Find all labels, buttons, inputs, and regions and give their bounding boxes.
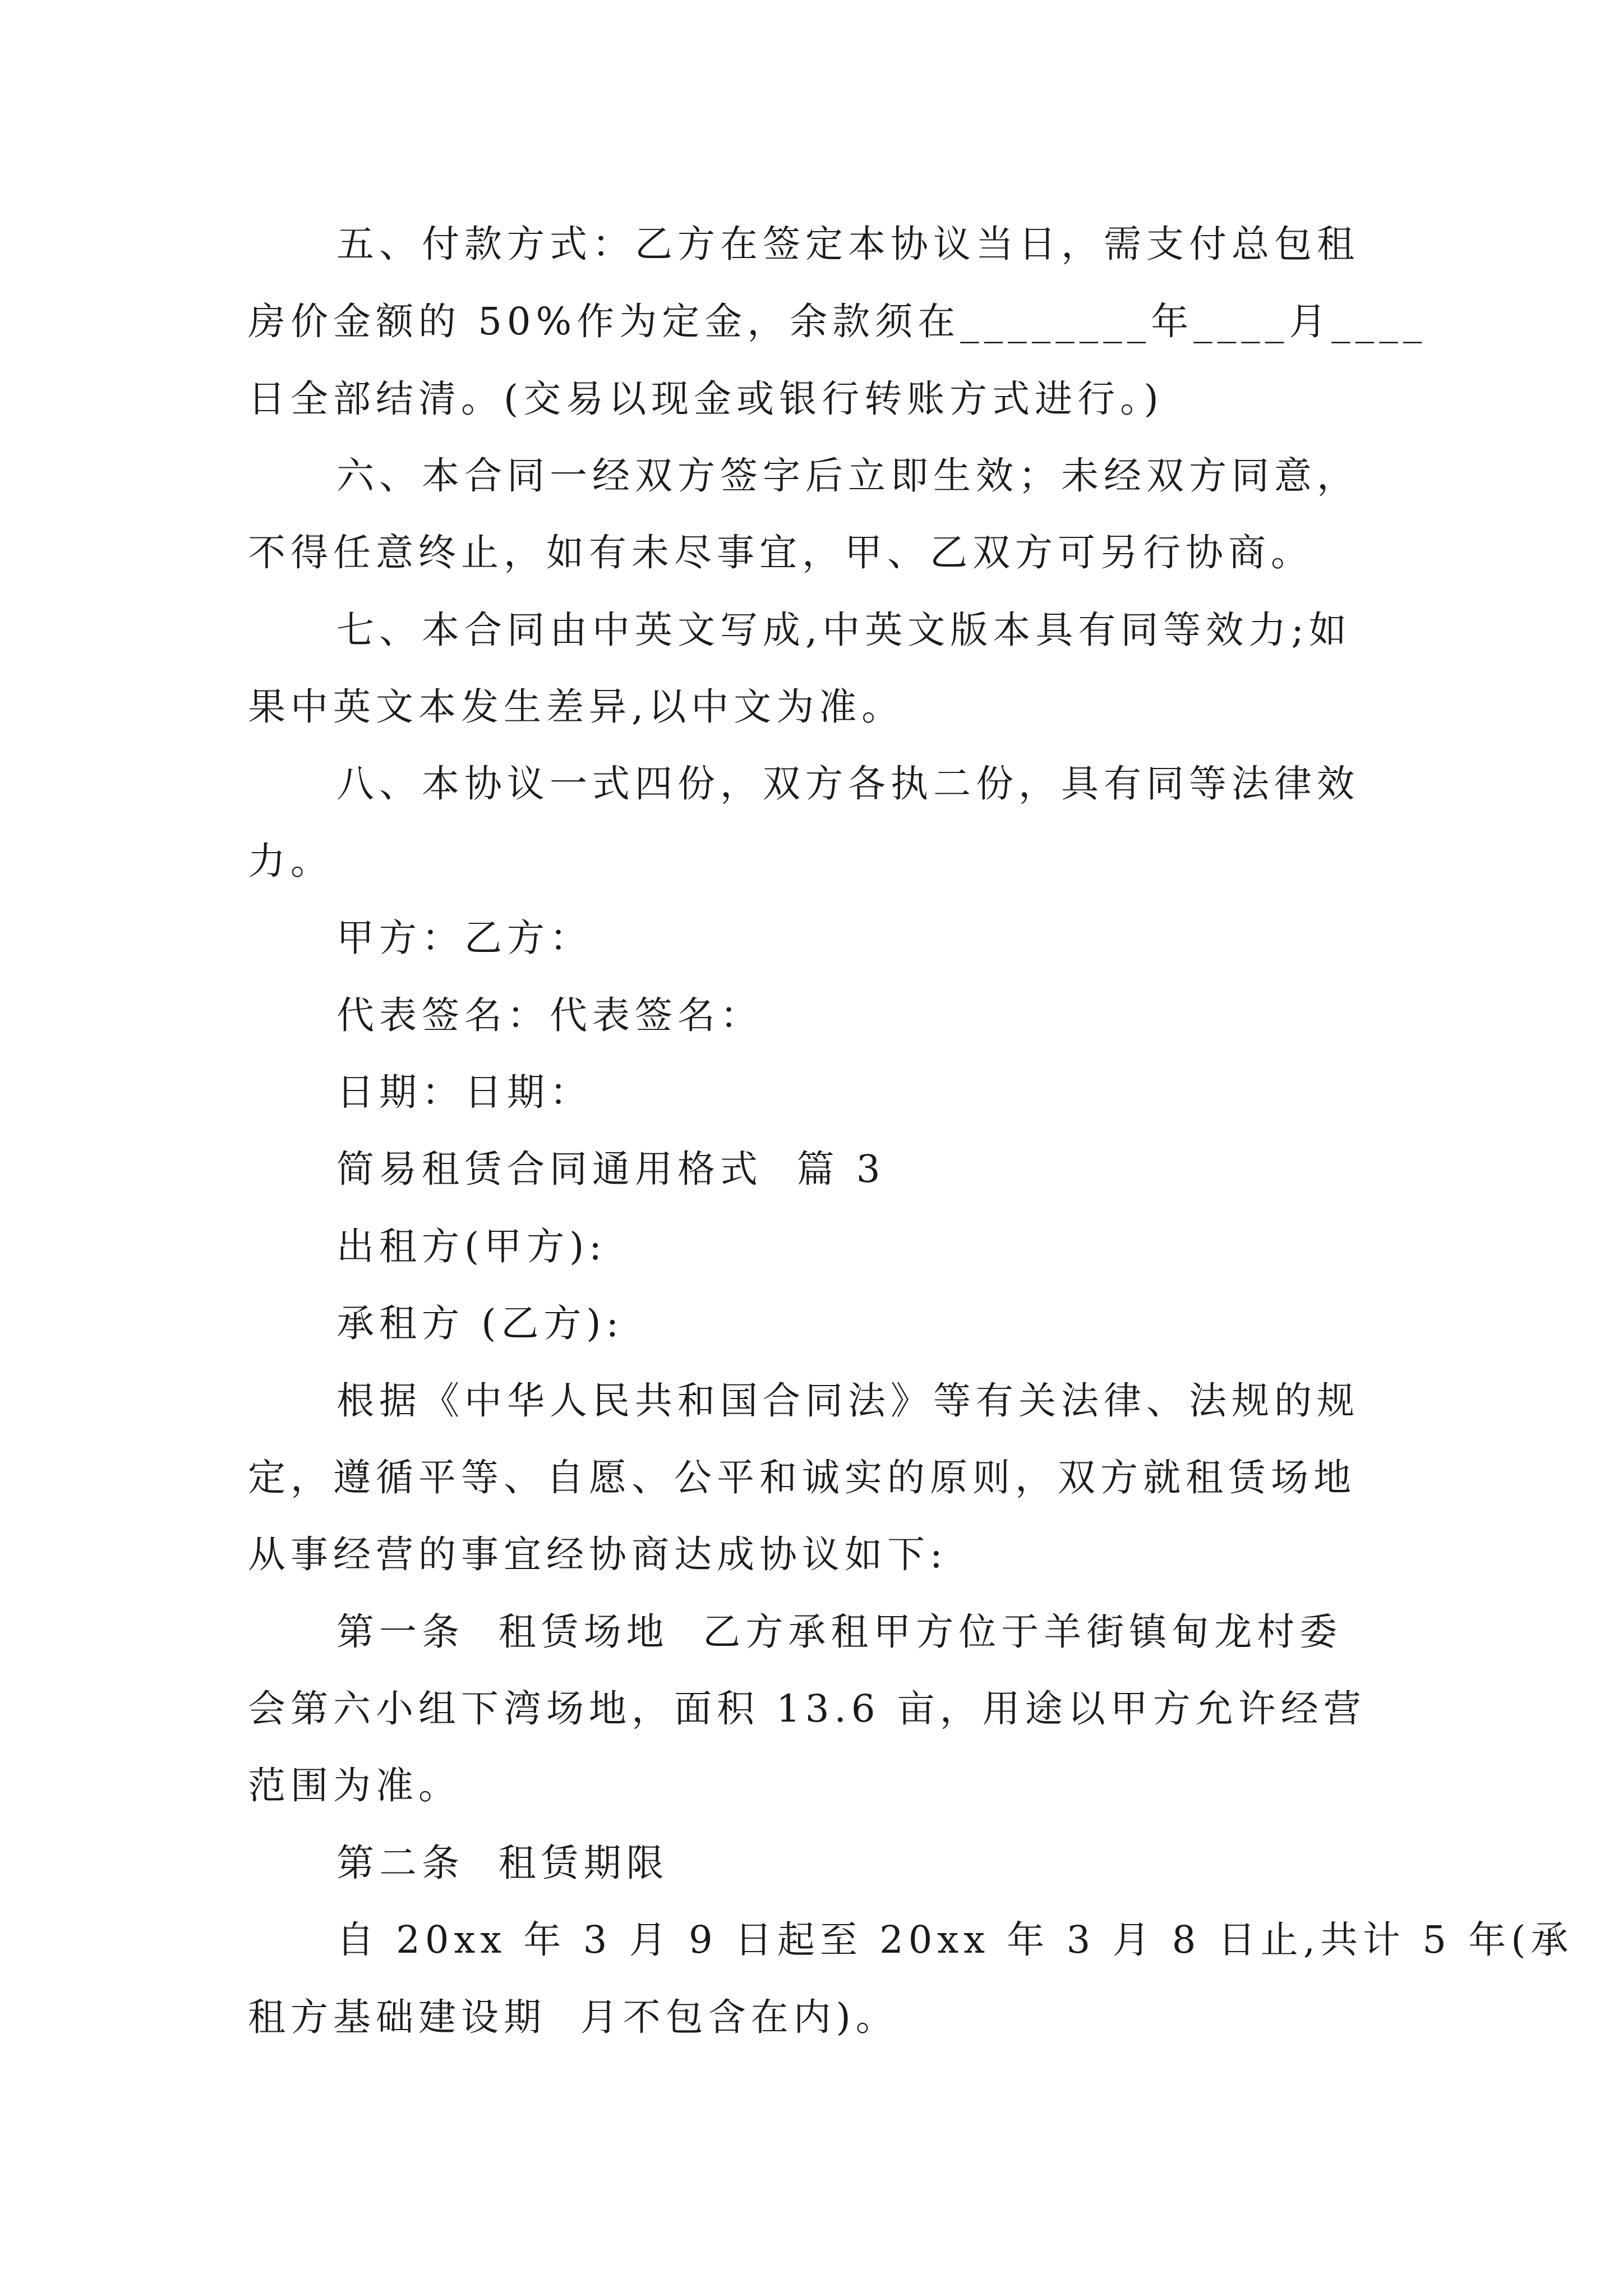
article-2-title: 第二条 租赁期限 (336, 1841, 669, 1885)
clause-8-line-1: 八、本协议一式四份，双方各执二份，具有同等法律效 (336, 762, 1359, 806)
date-line: 日期：日期： (336, 1070, 592, 1114)
clause-5-line-2: 房价金额的 50%作为定金，余款须在________年____月____ (248, 300, 1427, 343)
lessor-line: 出租方(甲方): (336, 1225, 607, 1268)
lessee-line: 承租方 (乙方): (336, 1301, 624, 1345)
signature-line: 代表签名：代表签名： (336, 993, 763, 1037)
preamble-line-3: 从事经营的事宜经协商达成协议如下: (248, 1533, 948, 1576)
clause-6-line-1: 六、本合同一经双方签字后立即生效；未经双方同意， (336, 454, 1359, 498)
article-1-line-1: 第一条 租赁场地 乙方承租甲方位于羊街镇甸龙村委 (336, 1610, 1343, 1654)
preamble-line-2: 定，遵循平等、自愿、公平和诚实的原则，双方就租赁场地 (248, 1456, 1356, 1499)
party-line: 甲方：乙方： (336, 916, 592, 960)
article-2-line-1: 自 20xx 年 3 月 9 日起至 20xx 年 3 月 8 日止,共计 5 年(承 (336, 1918, 1574, 1962)
clause-5-line-3: 日全部结清。(交易以现金或银行转账方式进行。) (248, 377, 1164, 421)
preamble-line-1: 根据《中华人民共和国合同法》等有关法律、法规的规 (336, 1379, 1359, 1423)
clause-7-line-1: 七、本合同由中英文写成,中英文版本具有同等效力;如 (336, 608, 1352, 652)
clause-6-line-2: 不得任意终止，如有未尽事宜，甲、乙双方可另行协商。 (248, 531, 1313, 574)
article-1-line-2: 会第六小组下湾场地，面积 13.6 亩，用途以甲方允许经营 (248, 1687, 1366, 1731)
clause-8-line-2: 力。 (248, 839, 333, 883)
clause-7-line-2: 果中英文本发生差异,以中文为准。 (248, 685, 905, 729)
article-1-line-3: 范围为准。 (248, 1764, 461, 1807)
section-title: 简易租赁合同通用格式 篇 3 (336, 1147, 886, 1191)
article-2-line-2: 租方基础建设期 月不包含在内)。 (248, 1995, 898, 2039)
clause-5-line-1: 五、付款方式：乙方在签定本协议当日，需支付总包租 (336, 222, 1359, 266)
